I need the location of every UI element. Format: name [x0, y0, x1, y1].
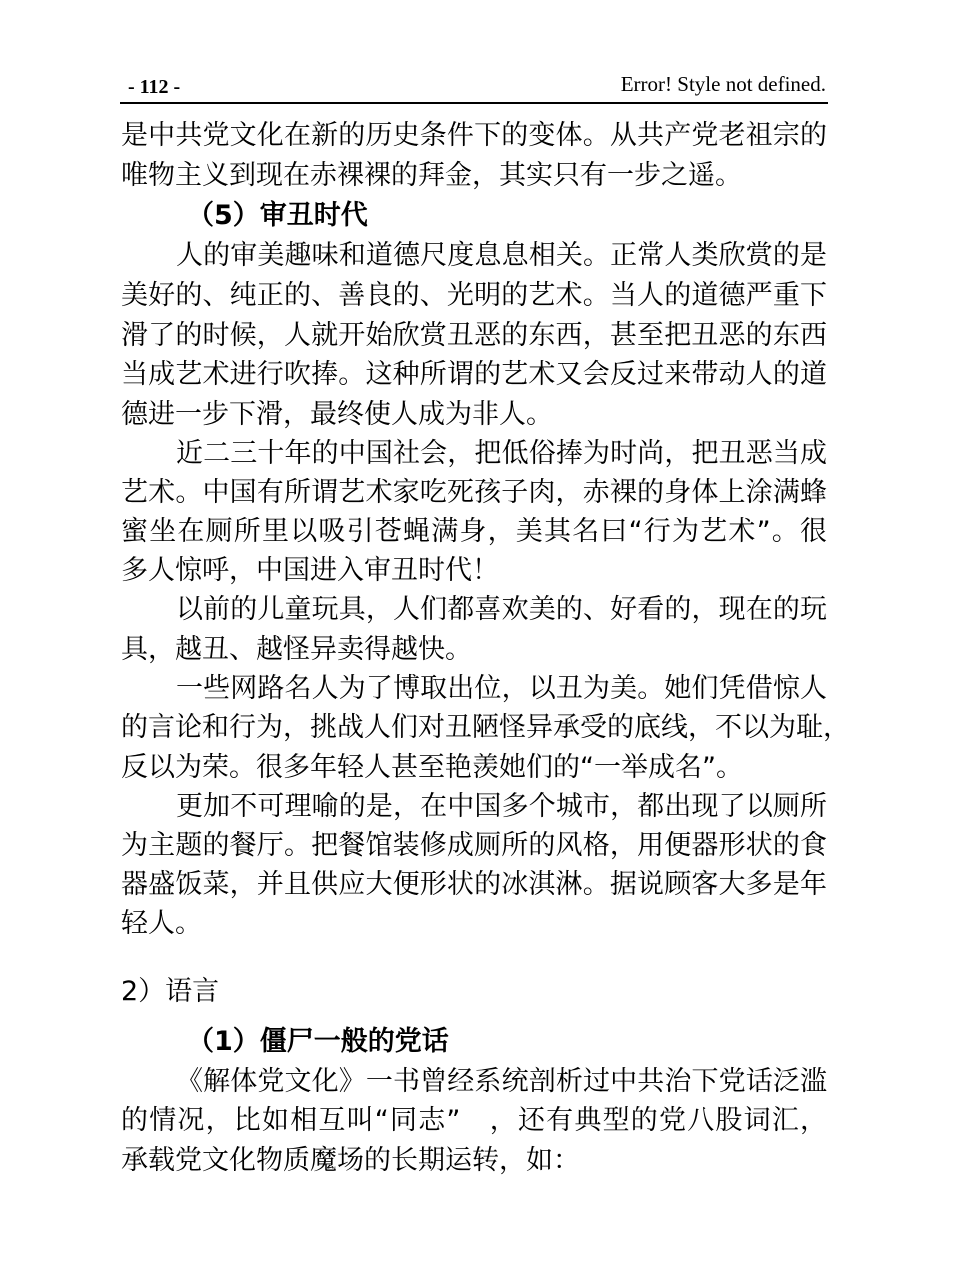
text-line: 滑了的时候，人就开始欣赏丑恶的东西，甚至把丑恶的东西 — [121, 320, 827, 351]
text-line: 以前的儿童玩具，人们都喜欢美的、好看的，现在的玩 — [176, 594, 827, 625]
text-line: 美好的、纯正的、善良的、光明的艺术。当人的道德严重下 — [121, 280, 827, 311]
subsection-heading: （1）僵尸一般的党话 — [187, 1026, 449, 1057]
text-line: 一些网路名人为了博取出位，以丑为美。她们凭借惊人 — [176, 673, 827, 704]
text-line: 是中共党文化在新的历史条件下的变体。从共产党老祖宗的 — [121, 120, 827, 151]
text-line: 为主题的餐厅。把餐馆装修成厕所的风格，用便器形状的食 — [121, 830, 827, 861]
text-line: 更加不可理喻的是，在中国多个城市，都出现了以厕所 — [176, 791, 827, 822]
text-line: 《解体党文化》一书曾经系统剖析过中共治下党话泛滥 — [176, 1066, 827, 1097]
text-line: 轻人。 — [121, 908, 202, 939]
text-line: 承载党文化物质魔场的长期运转，如： — [121, 1145, 580, 1176]
text-line: 蜜坐在厕所里以吸引苍蝇满身，美其名曰“行为艺术”。很 — [121, 516, 827, 547]
text-line: 艺术。中国有所谓艺术家吃死孩子肉，赤裸的身体上涂满蜂 — [121, 477, 827, 508]
text-line: 近二三十年的中国社会，把低俗捧为时尚，把丑恶当成 — [176, 438, 827, 469]
text-line: 当成艺术进行吹捧。这种所谓的艺术又会反过来带动人的道 — [121, 359, 827, 390]
text-line: 多人惊呼，中国进入审丑时代！ — [121, 555, 499, 586]
text-line: 具，越丑、越怪异卖得越快。 — [121, 634, 472, 665]
section-heading: （5）审丑时代 — [187, 200, 368, 231]
header-rule — [120, 102, 828, 104]
section-heading: 2）语言 — [121, 976, 220, 1007]
text-line: 唯物主义到现在赤裸裸的拜金，其实只有一步之遥。 — [121, 160, 742, 191]
page-number: - 112 - — [128, 76, 181, 98]
text-line: 的言论和行为，挑战人们对丑陋怪异承受的底线，不以为耻， — [121, 712, 850, 743]
text-line: 德进一步下滑，最终使人成为非人。 — [121, 399, 553, 430]
text-line: 反以为荣。很多年轻人甚至艳羡她们的“一举成名”。 — [121, 752, 743, 783]
text-line: 的情况，比如相互叫“同志” ，还有典型的党八股词汇， — [121, 1105, 827, 1136]
text-line: 器盛饭菜，并且供应大便形状的冰淇淋。据说顾客大多是年 — [121, 869, 827, 900]
text-line: 人的审美趣味和道德尺度息息相关。正常人类欣赏的是 — [176, 240, 827, 271]
running-header: Error! Style not defined. — [620, 72, 826, 96]
